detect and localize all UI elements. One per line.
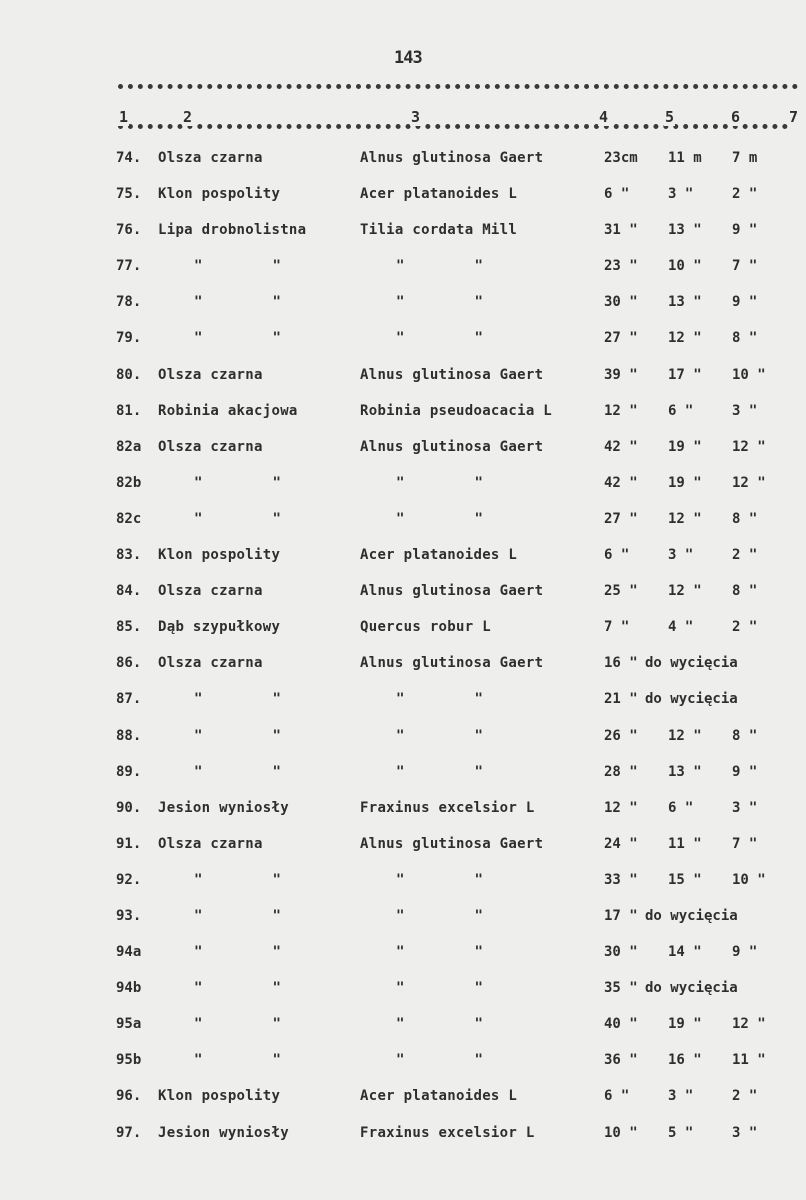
crown-width: 7 " (732, 835, 758, 852)
trunk-circumference: 36 " (604, 1052, 638, 1069)
tree-height: 3 " (668, 1088, 694, 1105)
trunk-circumference: 31 " (604, 222, 638, 239)
polish-name: " " (194, 1016, 282, 1033)
tree-number: 82b (116, 474, 142, 491)
crown-width: 10 " (732, 366, 766, 383)
table-row (0, 790, 806, 826)
crown-width: 10 " (732, 871, 766, 888)
polish-name: Robinia akacjowa (158, 402, 298, 419)
table-row (0, 212, 806, 248)
latin-name: Fraxinus excelsior L (360, 1124, 535, 1141)
tree-height: 19 " (668, 438, 702, 455)
table-row (0, 465, 806, 501)
table-row (0, 718, 806, 754)
felling-note: do wycięcia (645, 655, 738, 672)
tree-number: 89. (116, 763, 142, 780)
polish-name: " " (194, 871, 282, 888)
latin-name: " " (396, 727, 484, 744)
table-row (0, 429, 806, 465)
tree-number: 91. (116, 835, 142, 852)
tree-height: 13 " (668, 222, 702, 239)
table-row (0, 1115, 806, 1151)
polish-name: Olsza czarna (158, 438, 263, 455)
col-5-label: 5 (665, 108, 675, 126)
table-row (0, 393, 806, 429)
column-number-header (0, 108, 806, 138)
tree-number: 82a (116, 438, 142, 455)
polish-name: " " (194, 258, 282, 275)
tree-height: 10 " (668, 258, 702, 275)
latin-name: Tilia cordata Mill (360, 222, 518, 239)
polish-name: " " (194, 510, 282, 527)
polish-name: Olsza czarna (158, 835, 263, 852)
polish-name: Klon pospolity (158, 186, 281, 203)
trunk-circumference: 42 " (604, 474, 638, 491)
latin-name: " " (396, 907, 484, 924)
tree-number: 79. (116, 330, 142, 347)
trunk-circumference: 35 " (604, 980, 638, 997)
tree-height: 15 " (668, 871, 702, 888)
tree-number: 80. (116, 366, 142, 383)
trunk-circumference: 40 " (604, 1016, 638, 1033)
tree-height: 11 " (668, 835, 702, 852)
table-row (0, 320, 806, 356)
trunk-circumference: 10 " (604, 1124, 638, 1141)
latin-name: " " (396, 294, 484, 311)
table-row (0, 1006, 806, 1042)
polish-name: Klon pospolity (158, 547, 281, 564)
polish-name: Olsza czarna (158, 366, 263, 383)
tree-number: 78. (116, 294, 142, 311)
tree-height: 19 " (668, 1016, 702, 1033)
table-row (0, 1042, 806, 1078)
polish-name: " " (194, 294, 282, 311)
polish-name: Lipa drobnolistna (158, 222, 307, 239)
tree-number: 84. (116, 583, 142, 600)
tree-number: 95a (116, 1016, 142, 1033)
latin-name: Alnus glutinosa Gaert (360, 583, 544, 600)
polish-name: " " (194, 980, 282, 997)
trunk-circumference: 25 " (604, 583, 638, 600)
latin-name: " " (396, 871, 484, 888)
table-row (0, 862, 806, 898)
tree-height: 3 " (668, 547, 694, 564)
dotted-rule-top (118, 84, 798, 89)
polish-name: Olsza czarna (158, 583, 263, 600)
latin-name: Alnus glutinosa Gaert (360, 835, 544, 852)
latin-name: Robinia pseudoacacia L (360, 402, 553, 419)
col-2-label: 2 (183, 108, 193, 126)
tree-height: 19 " (668, 474, 702, 491)
table-row (0, 1078, 806, 1114)
tree-number: 88. (116, 727, 142, 744)
col-6-label: 6 (731, 108, 741, 126)
felling-note: do wycięcia (645, 980, 738, 997)
polish-name: Klon pospolity (158, 1088, 281, 1105)
table-row (0, 898, 806, 934)
polish-name: " " (194, 474, 282, 491)
tree-height: 4 " (668, 619, 694, 636)
latin-name: Quercus robur L (360, 619, 491, 636)
tree-number: 81. (116, 402, 142, 419)
table-row (0, 645, 806, 681)
tree-number: 86. (116, 655, 142, 672)
tree-height: 14 " (668, 944, 702, 961)
tree-height: 3 " (668, 186, 694, 203)
tree-height: 13 " (668, 763, 702, 780)
crown-width: 8 " (732, 727, 758, 744)
trunk-circumference: 26 " (604, 727, 638, 744)
crown-width: 2 " (732, 1088, 758, 1105)
trunk-circumference: 21 " (604, 691, 638, 708)
latin-name: Alnus glutinosa Gaert (360, 150, 544, 166)
trunk-circumference: 6 " (604, 1088, 630, 1105)
table-row (0, 609, 806, 645)
col-4-label: 4 (599, 108, 609, 126)
polish-name: " " (194, 944, 282, 961)
crown-width: 3 " (732, 799, 758, 816)
tree-number: 93. (116, 907, 142, 924)
latin-name: Acer platanoides L (360, 547, 518, 564)
table-row (0, 681, 806, 717)
latin-name: " " (396, 1052, 484, 1069)
col-1-label: 1 (119, 108, 129, 126)
tree-number: 85. (116, 619, 142, 636)
tree-height: 6 " (668, 799, 694, 816)
crown-width: 9 " (732, 222, 758, 239)
polish-name: " " (194, 727, 282, 744)
tree-number: 94a (116, 944, 142, 961)
trunk-circumference: 23cm (604, 150, 638, 166)
latin-name: " " (396, 763, 484, 780)
polish-name: " " (194, 691, 282, 708)
table-row (0, 934, 806, 970)
trunk-circumference: 16 " (604, 655, 638, 672)
polish-name: Olsza czarna (158, 655, 263, 672)
polish-name: " " (194, 1052, 282, 1069)
felling-note: do wycięcia (645, 691, 738, 708)
trunk-circumference: 33 " (604, 871, 638, 888)
tree-number: 82c (116, 510, 142, 527)
latin-name: " " (396, 980, 484, 997)
trunk-circumference: 27 " (604, 510, 638, 527)
latin-name: Acer platanoides L (360, 1088, 518, 1105)
crown-width: 9 " (732, 944, 758, 961)
latin-name: " " (396, 510, 484, 527)
trunk-circumference: 6 " (604, 547, 630, 564)
trunk-circumference: 12 " (604, 799, 638, 816)
table-row (0, 357, 806, 393)
crown-width: 7 " (732, 258, 758, 275)
table-row (0, 970, 806, 1006)
latin-name: " " (396, 258, 484, 275)
tree-height: 6 " (668, 402, 694, 419)
latin-name: Alnus glutinosa Gaert (360, 438, 544, 455)
latin-name: Alnus glutinosa Gaert (360, 655, 544, 672)
trunk-circumference: 17 " (604, 907, 638, 924)
tree-height: 12 " (668, 330, 702, 347)
tree-number: 77. (116, 258, 142, 275)
polish-name: " " (194, 330, 282, 347)
tree-number: 75. (116, 186, 142, 203)
table-row (0, 284, 806, 320)
polish-name: " " (194, 907, 282, 924)
trunk-circumference: 30 " (604, 294, 638, 311)
tree-number: 83. (116, 547, 142, 564)
tree-height: 12 " (668, 510, 702, 527)
table-row (0, 537, 806, 573)
polish-name: Jesion wyniosły (158, 1124, 289, 1141)
crown-width: 2 " (732, 186, 758, 203)
table-row (0, 248, 806, 284)
latin-name: " " (396, 330, 484, 347)
crown-width: 3 " (732, 402, 758, 419)
felling-note: do wycięcia (645, 907, 738, 924)
tree-number: 94b (116, 980, 142, 997)
crown-width: 11 " (732, 1052, 766, 1069)
col-7-label: 7 (789, 108, 799, 126)
crown-width: 9 " (732, 294, 758, 311)
trunk-circumference: 39 " (604, 366, 638, 383)
crown-width: 12 " (732, 438, 766, 455)
tree-height: 12 " (668, 583, 702, 600)
tree-height: 13 " (668, 294, 702, 311)
crown-width: 12 " (732, 1016, 766, 1033)
table-row (0, 140, 806, 176)
polish-name: " " (194, 763, 282, 780)
crown-width: 2 " (732, 547, 758, 564)
dotted-rule-bottom (118, 124, 788, 129)
tree-height: 16 " (668, 1052, 702, 1069)
latin-name: " " (396, 944, 484, 961)
crown-width: 7 m (732, 150, 758, 166)
latin-name: " " (396, 1016, 484, 1033)
trunk-circumference: 28 " (604, 763, 638, 780)
latin-name: Acer platanoides L (360, 186, 518, 203)
crown-width: 2 " (732, 619, 758, 636)
tree-number: 87. (116, 691, 142, 708)
table-row (0, 754, 806, 790)
trunk-circumference: 42 " (604, 438, 638, 455)
latin-name: Fraxinus excelsior L (360, 799, 535, 816)
tree-height: 12 " (668, 727, 702, 744)
crown-width: 8 " (732, 510, 758, 527)
page-number: 143 (394, 48, 422, 68)
trunk-circumference: 7 " (604, 619, 630, 636)
crown-width: 3 " (732, 1124, 758, 1141)
polish-name: Jesion wyniosły (158, 799, 289, 816)
tree-height: 11 m (668, 150, 702, 166)
tree-number: 92. (116, 871, 142, 888)
tree-number: 97. (116, 1124, 142, 1141)
tree-number: 74. (116, 150, 142, 166)
table-row (0, 826, 806, 862)
tree-inventory-table (0, 140, 806, 1151)
latin-name: Alnus glutinosa Gaert (360, 366, 544, 383)
latin-name: " " (396, 691, 484, 708)
trunk-circumference: 6 " (604, 186, 630, 203)
crown-width: 8 " (732, 583, 758, 600)
tree-number: 95b (116, 1052, 142, 1069)
tree-number: 96. (116, 1088, 142, 1105)
latin-name: " " (396, 474, 484, 491)
trunk-circumference: 23 " (604, 258, 638, 275)
tree-number: 90. (116, 799, 142, 816)
trunk-circumference: 30 " (604, 944, 638, 961)
table-row (0, 176, 806, 212)
polish-name: Olsza czarna (158, 150, 263, 166)
trunk-circumference: 27 " (604, 330, 638, 347)
trunk-circumference: 12 " (604, 402, 638, 419)
table-row (0, 501, 806, 537)
table-row (0, 573, 806, 609)
col-3-label: 3 (411, 108, 421, 126)
crown-width: 12 " (732, 474, 766, 491)
crown-width: 9 " (732, 763, 758, 780)
crown-width: 8 " (732, 330, 758, 347)
trunk-circumference: 24 " (604, 835, 638, 852)
polish-name: Dąb szypułkowy (158, 619, 281, 636)
tree-height: 17 " (668, 366, 702, 383)
tree-height: 5 " (668, 1124, 694, 1141)
tree-number: 76. (116, 222, 142, 239)
